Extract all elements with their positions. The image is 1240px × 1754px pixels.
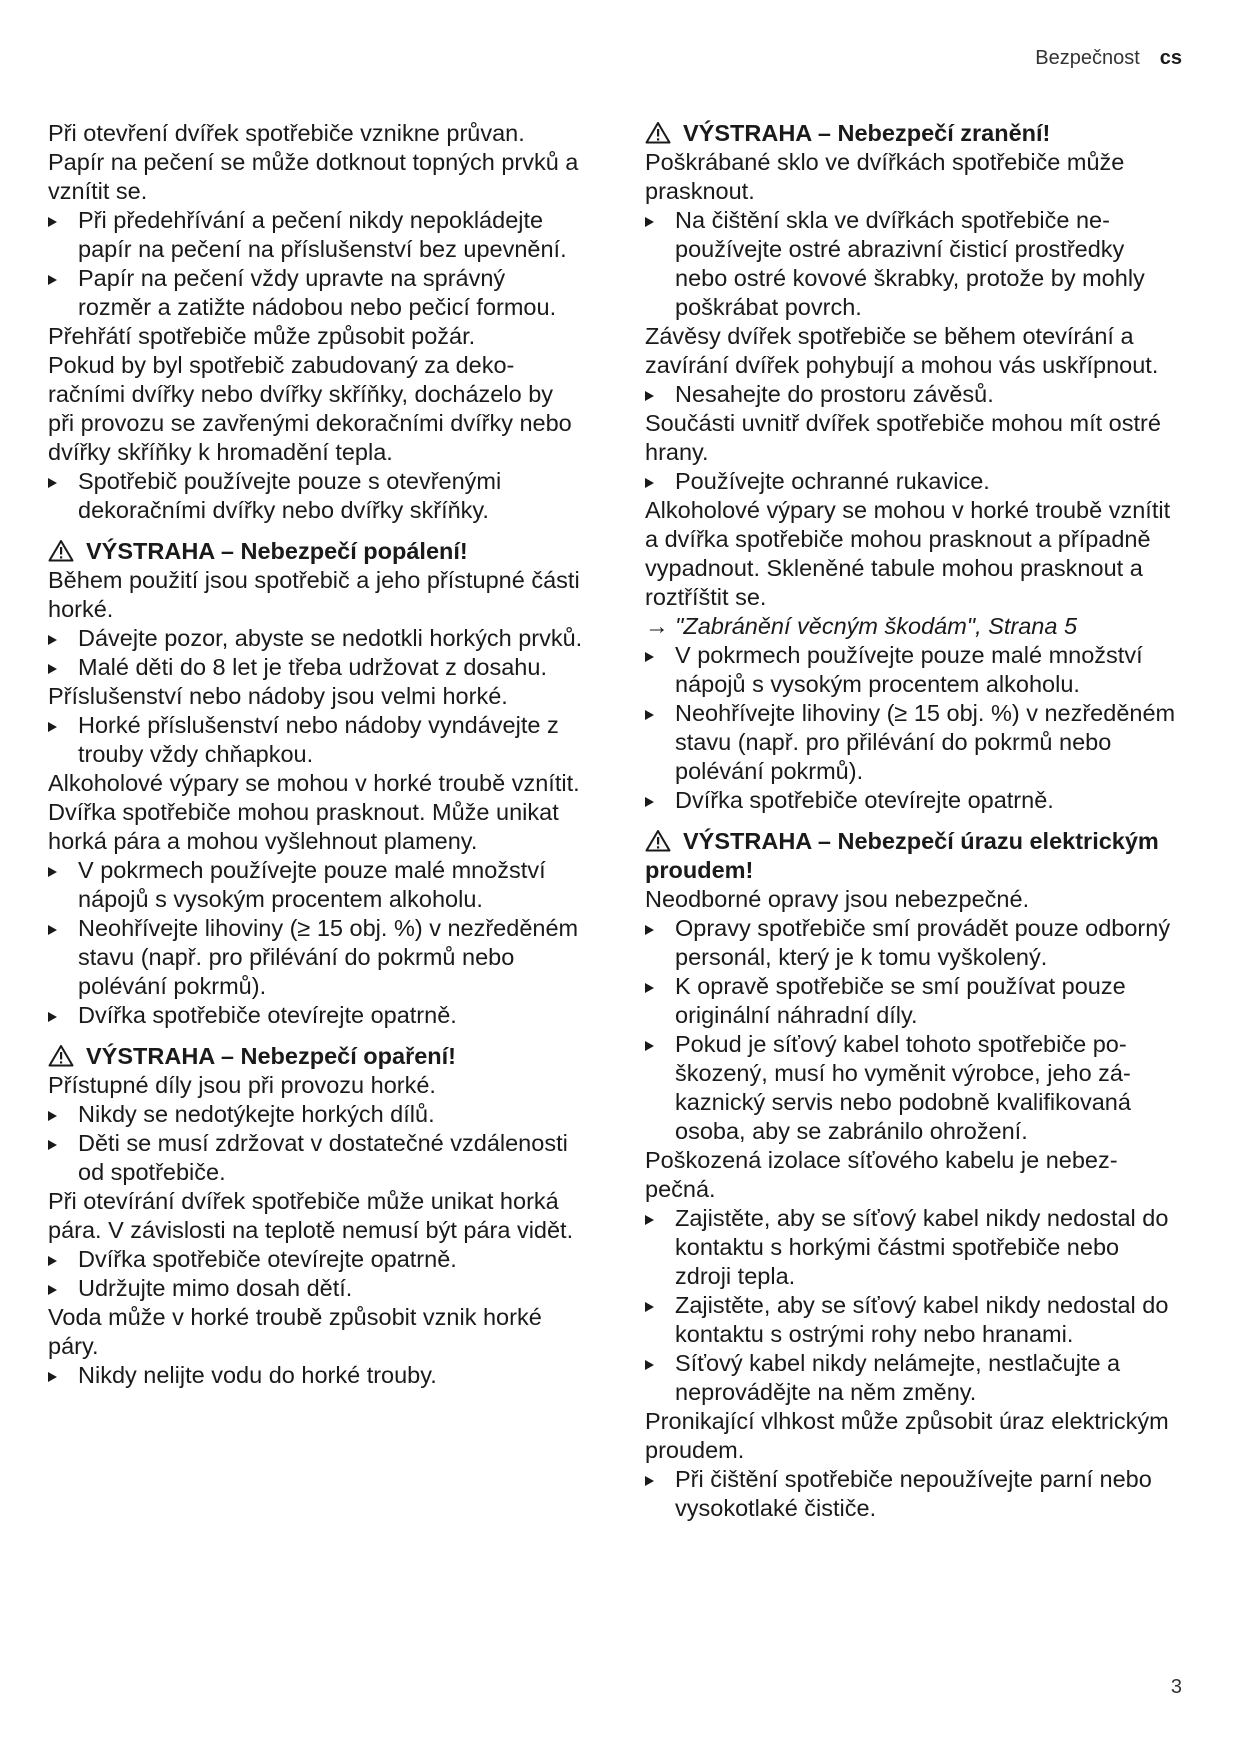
warning-triangle-icon xyxy=(48,1044,74,1067)
bullet-item xyxy=(645,1465,1180,1523)
bullet-arrow-icon xyxy=(645,217,654,227)
paragraph: Neodborné opravy jsou nebezpečné. xyxy=(645,886,1030,912)
bullet-arrow-icon xyxy=(645,1215,654,1225)
bullet-text: Zajistěte, aby se síťový kabel nikdy nedostal do kontaktu s ostrými rohy nebo hranami. xyxy=(675,1292,1169,1347)
bullet-text: Papír na pečení vždy upravte na správný rozměr a zatižte nádobou nebo pečicí formou. xyxy=(78,265,557,320)
bullet-text: K opravě spotřebiče se smí používat pouze originální náhradní díly. xyxy=(675,973,1126,1028)
bullet-text: Používejte ochranné rukavice. xyxy=(675,468,990,494)
bullet-text: V pokrmech používejte pouze malé množství nápojů s vysokým procentem alkoholu. xyxy=(675,642,1143,697)
page-number: 3 xyxy=(1170,1676,1182,1698)
bullet-arrow-icon xyxy=(48,635,57,645)
bullet-text: Dvířka spotřebiče otevírejte opatrně. xyxy=(78,1246,457,1272)
bullet-text: V pokrmech používejte pouze malé množství nápojů s vysokým procentem alkoholu. xyxy=(78,857,546,912)
bullet-text: Dvířka spotřebiče otevírejte opatrně. xyxy=(675,787,1054,813)
bullet-item xyxy=(48,624,583,653)
bullet-arrow-icon xyxy=(48,1140,57,1150)
bullet-arrow-icon xyxy=(645,797,654,807)
right-column xyxy=(645,119,1180,1523)
bullet-text: Nikdy nelijte vodu do horké trouby. xyxy=(78,1362,437,1388)
bullet-item xyxy=(645,972,1180,1030)
paragraph: Součásti uvnitř dvířek spotřebiče mohou mít ostré hrany. xyxy=(645,410,1161,465)
bullet-arrow-icon xyxy=(645,983,654,993)
bullet-text: Malé děti do 8 let je třeba udržovat z dosahu. xyxy=(78,654,547,680)
paragraph: Přístupné díly jsou při provozu horké. xyxy=(48,1072,436,1098)
language-code: cs xyxy=(1159,47,1182,69)
bullet-item xyxy=(645,1030,1180,1146)
bullet-arrow-icon xyxy=(48,478,57,488)
warning-heading xyxy=(48,537,583,566)
arrow-right-icon: → xyxy=(645,613,669,639)
warning-heading-text: VÝSTRAHA – Nebezpečí zranění! xyxy=(683,120,1051,146)
bullet-text: Spotřebič používejte pouze s otevřenými dekoračními dvířky nebo dvířky skříňky. xyxy=(78,468,502,523)
bullet-item xyxy=(645,699,1180,786)
bullet-item xyxy=(48,914,583,1001)
bullet-item xyxy=(645,641,1180,699)
bullet-item xyxy=(645,786,1180,815)
bullet-arrow-icon xyxy=(48,275,57,285)
bullet-item xyxy=(48,1001,583,1030)
bullet-text: Horké příslušenství nebo nádoby vyndávejte z trouby vždy chňapkou. xyxy=(78,712,559,767)
bullet-arrow-icon xyxy=(48,925,57,935)
paragraph: Závěsy dvířek spotřebiče se během otevírání a zavírání dvířek pohybují a mohou vás uskřípnout. xyxy=(645,323,1159,378)
bullet-text: Při předehřívání a pečení nikdy nepokládejte papír na pečení na příslušenství bez upevnění. xyxy=(78,207,567,262)
bullet-item xyxy=(48,1245,583,1274)
warning-heading-text: VÝSTRAHA – Nebezpečí úrazu elektrickým proudem! xyxy=(645,828,1159,883)
warning-heading xyxy=(645,119,1180,148)
bullet-item xyxy=(645,467,1180,496)
warning-triangle-icon xyxy=(645,121,671,144)
bullet-text: Pokud je síťový kabel tohoto spotřebiče poškozený, musí ho vyměnit výrobce, jeho zákaznický servis nebo podobně kvalifikovaná osoba, aby se zabránilo ohrožení. xyxy=(675,1031,1131,1144)
bullet-item xyxy=(645,1204,1180,1291)
bullet-item xyxy=(48,206,583,264)
bullet-item xyxy=(48,1100,583,1129)
bullet-arrow-icon xyxy=(48,1012,57,1022)
warning-triangle-icon xyxy=(645,829,671,852)
bullet-text: Děti se musí zdržovat v dostatečné vzdálenosti od spotřebiče. xyxy=(78,1130,568,1185)
bullet-item xyxy=(48,1129,583,1187)
cross-reference[interactable] xyxy=(645,612,1180,641)
bullet-arrow-icon xyxy=(645,478,654,488)
paragraph: Alkoholové výpary se mohou v horké troubě vznítit a dvířka spotřebiče mohou prasknout a případně vypadnout. Skleněné tabule mohou prasknout a roztříštit se. xyxy=(645,497,1171,610)
bullet-arrow-icon xyxy=(645,1476,654,1486)
bullet-arrow-icon xyxy=(48,1111,57,1121)
warning-heading xyxy=(645,827,1180,885)
bullet-item xyxy=(48,1274,583,1303)
bullet-text: Neohřívejte lihoviny (≥ 15 obj. %) v nezředěném stavu (např. pro přilévání do pokrmů nebo polévání pokrmů). xyxy=(78,915,579,999)
bullet-item xyxy=(645,1291,1180,1349)
bullet-text: Síťový kabel nikdy nelámejte, nestlačujte a neprovádějte na něm změny. xyxy=(675,1350,1121,1405)
warning-heading xyxy=(48,1042,583,1071)
paragraph: Při otevírání dvířek spotřebiče může unikat horká pára. V závislosti na teplotě nemusí být pára vidět. xyxy=(48,1188,574,1243)
bullet-text: Neohřívejte lihoviny (≥ 15 obj. %) v nezředěném stavu (např. pro přilévání do pokrmů nebo polévání pokrmů). xyxy=(675,700,1176,784)
bullet-item xyxy=(48,856,583,914)
bullet-item xyxy=(48,467,583,525)
bullet-arrow-icon xyxy=(48,1256,57,1266)
paragraph: Alkoholové výpary se mohou v horké troubě vznítit. Dvířka spotřebiče mohou prasknout. Může unikat horká pára a mohou vyšlehnout plameny. xyxy=(48,770,580,854)
paragraph: Při otevření dvířek spotřebiče vznikne průvan. Papír na pečení se může dotknout topných prvků a vznítit se. xyxy=(48,120,579,204)
paragraph: Voda může v horké troubě způsobit vznik horké páry. xyxy=(48,1304,542,1359)
bullet-arrow-icon xyxy=(645,925,654,935)
bullet-arrow-icon xyxy=(48,1285,57,1295)
left-column xyxy=(48,119,583,1390)
bullet-item xyxy=(645,380,1180,409)
bullet-arrow-icon xyxy=(645,1041,654,1051)
bullet-arrow-icon xyxy=(48,867,57,877)
bullet-arrow-icon xyxy=(645,1302,654,1312)
bullet-arrow-icon xyxy=(48,664,57,674)
bullet-arrow-icon xyxy=(645,391,654,401)
bullet-arrow-icon xyxy=(645,1360,654,1370)
paragraph: Poškrábané sklo ve dvířkách spotřebiče může prasknout. xyxy=(645,149,1125,204)
warning-triangle-icon xyxy=(48,539,74,562)
bullet-text: Opravy spotřebiče smí provádět pouze odborný personál, který je k tomu vyškolený. xyxy=(675,915,1171,970)
bullet-item xyxy=(48,1361,583,1390)
paragraph: Poškozená izolace síťového kabelu je nebezpečná. xyxy=(645,1147,1118,1202)
bullet-text: Nesahejte do prostoru závěsů. xyxy=(675,381,994,407)
bullet-text: Nikdy se nedotýkejte horkých dílů. xyxy=(78,1101,435,1127)
paragraph: Přehřátí spotřebiče může způsobit požár. xyxy=(48,323,476,349)
bullet-arrow-icon xyxy=(48,1372,57,1382)
bullet-arrow-icon xyxy=(645,710,654,720)
bullet-text: Zajistěte, aby se síťový kabel nikdy nedostal do kontaktu s horkými částmi spotřebiče nebo zdroji tepla. xyxy=(675,1205,1169,1289)
bullet-text: Udržujte mimo dosah dětí. xyxy=(78,1275,353,1301)
paragraph: Pronikající vlhkost může způsobit úraz elektrickým proudem. xyxy=(645,1408,1169,1463)
warning-heading-text: VÝSTRAHA – Nebezpečí popálení! xyxy=(86,538,468,564)
bullet-arrow-icon xyxy=(645,652,654,662)
bullet-text: Při čištění spotřebiče nepoužívejte parní nebo vysokotlaké čističe. xyxy=(675,1466,1152,1521)
bullet-item xyxy=(48,711,583,769)
bullet-item xyxy=(48,653,583,682)
bullet-item xyxy=(48,264,583,322)
paragraph: Pokud by byl spotřebič zabudovaný za dekoračními dvířky nebo dvířky skříňky, docházelo by při provozu se zavřenými dekoračními dvířky nebo dvířky skříňky k hromadění tepla. xyxy=(48,352,572,465)
bullet-text: Dvířka spotřebiče otevírejte opatrně. xyxy=(78,1002,457,1028)
warning-heading-text: VÝSTRAHA – Nebezpečí opaření! xyxy=(86,1043,456,1069)
bullet-text: Na čištění skla ve dvířkách spotřebiče nepoužívejte ostré abrazivní čisticí prostředky nebo ostré kovové škrabky, protože by mohly poškrábat povrch. xyxy=(675,207,1145,320)
section-title: Bezpečnost xyxy=(1035,47,1140,69)
paragraph: Příslušenství nebo nádoby jsou velmi horké. xyxy=(48,683,508,709)
bullet-item xyxy=(645,1349,1180,1407)
page-header xyxy=(1035,47,1182,70)
bullet-arrow-icon xyxy=(48,217,57,227)
bullet-text: Dávejte pozor, abyste se nedotkli horkých prvků. xyxy=(78,625,583,651)
cross-reference-text[interactable]: "Zabránění věcným škodám", Strana 5 xyxy=(668,613,1078,639)
bullet-arrow-icon xyxy=(48,722,57,732)
bullet-item xyxy=(645,914,1180,972)
paragraph: Během použití jsou spotřebič a jeho přístupné části horké. xyxy=(48,567,580,622)
bullet-item xyxy=(645,206,1180,322)
